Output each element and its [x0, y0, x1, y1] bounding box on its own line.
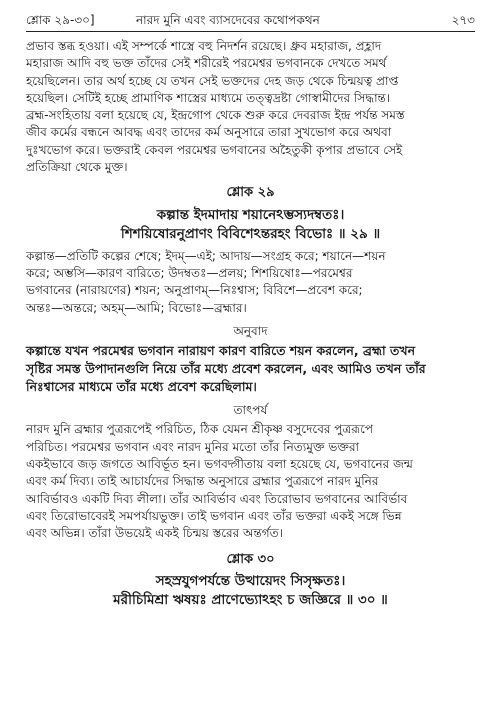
purport-line: এবং অভিন্ন। তাঁরা উভয়েই একই চিন্ময় স্তরের অন্তর্গত। — [26, 526, 283, 541]
translation — [26, 342, 475, 396]
translation-line: সৃষ্টির সমস্ত উপাদানগুলি নিয়ে তাঁর মধ্যে প্রবেশ করলেন, এবং আমিও তখন তাঁর — [26, 361, 426, 377]
purport-line: আবির্ভাবও একটি দিব্য লীলা। তাঁর আবির্ভাব এবং তিরোভাব ভগবানের আবির্ভাব — [26, 491, 408, 506]
text-line: জীব কর্মের বন্ধনে আবদ্ধ এবং তাদের কর্ম অনুসারে তারা সুখভোগ করে অথবা — [26, 125, 392, 140]
sanskrit-verse — [26, 572, 475, 610]
text-line: প্রভাব স্তব্ধ হওয়া। এই সম্পর্কে শাস্ত্রে বহু নিদর্শন রয়েছে। ধ্রুব মহারাজ, প্রহ্লাদ — [26, 39, 382, 53]
verse-heading: শ্লোক ২৯ — [226, 185, 275, 201]
text-line: মহারাজ আদি বহু ভক্ত তাঁদের সেই শরীরেই পরমেশ্বর ভগবানকে দেখতে সমর্থ — [26, 56, 387, 71]
running-header — [26, 12, 475, 30]
text-line: প্রতিক্রিয়া থেকে মুক্ত। — [26, 160, 128, 175]
text-line: হয়েছিলেন। তার অর্থ হচ্ছে যে তখন সেই ভক্তদের দেহ জড় থেকে চিন্ময়ত্ব প্রাপ্ত — [26, 73, 399, 88]
text-line: দুঃখভোগ করে। ভক্তরাই কেবল পরমেশ্বর ভগবানের অহৈতুকী কৃপার প্রভাবে সেই — [26, 142, 403, 157]
page-body — [26, 38, 475, 610]
purport-line: এবং তিরোভাবেরই সমপর্যায়ভুক্ত। তাই ভগবান এবং তাঁর ভক্তরা একই সঙ্গে ভিন্ন — [26, 508, 402, 523]
purport — [26, 421, 475, 542]
verse-line: সহস্রযুগপর্যন্তে উত্থায়েদং সিসৃক্ষতঃ। — [155, 572, 346, 589]
text-line: ব্রহ্ম-সংহিতায় বলা হয়েছে যে, ইন্দ্রগোপ থেকে শুরু করে দেবরাজ ইন্দ্র পর্যন্ত সমস্ত — [26, 108, 405, 123]
verse-line: কল্পান্ত ইদমাদায় শয়ানেঽম্ভস্যদম্বতঃ। — [156, 206, 345, 223]
verse-heading: শ্লোক ৩০ — [226, 551, 275, 567]
intro-paragraph — [26, 38, 475, 176]
purport-line: এবং কর্ম দিব্য। তাই আচার্যদের সিদ্ধান্ত অনুসারে ব্রহ্মার পুত্ররূপে নারদ মুনির — [26, 474, 379, 489]
header-rule — [26, 31, 475, 32]
word-synonyms — [26, 248, 475, 317]
page-number: ২৭৩ — [451, 13, 475, 27]
synonym-line: ভগবানের (নারায়ণের) শয়ন; অনুপ্রাণম্—নিঃশ্বাস; বিবিশে—প্রবেশ করে; — [26, 283, 363, 298]
purport-heading: তাৎপর্য — [233, 403, 268, 418]
verse-line: মরীচিমিশ্রা ঋষয়ঃ প্রাণেভ্যোঽহং চ জজ্ঞিরে ॥ ৩০ ॥ — [113, 591, 388, 608]
translation-line: নিঃশ্বাসের মাধ্যমে তাঁর মধ্যে প্রবেশ করেছিলাম। — [26, 379, 257, 395]
purport-line: একইভাবে জড় জগতে আবির্ভূত হন। ভগবদ্গীতায় বলা হয়েছে যে, ভগবানের জন্ম — [26, 457, 413, 472]
translation-line: কল্পান্তে যখন পরমেশ্বর ভগবান নারায়ণ কারণ বারিতে শয়ন করলেন, ব্রহ্মা তখন — [26, 343, 416, 359]
purport-line: নারদ মুনি ব্রহ্মার পুত্ররূপেই পরিচিত, ঠিক যেমন শ্রীকৃষ্ণ বসুদেবের পুত্ররূপে — [26, 422, 373, 437]
purport-line: পরিচিত। পরমেশ্বর ভগবান এবং নারদ মুনির মতো তাঁর নিত্যমুক্ত ভক্তরা — [26, 439, 360, 454]
synonym-line: কল্পান্ত—প্রতিটি কল্পের শেষে; ইদম্—এই; আদায়—সংগ্রহ করে; শয়ানে—শয়ন — [26, 248, 386, 263]
sanskrit-verse — [26, 206, 475, 244]
synonym-line: করে; অম্ভসি—কারণ বারিতে; উদম্বতঃ—প্রলয়; শিশয়িষোঃ—পরমেশ্বর — [26, 265, 353, 280]
header-verse-range: শ্লোক ২৯-৩০] — [26, 13, 95, 27]
text-line: হয়েছিল। সেটিই হচ্ছে প্রামাণিক শাস্ত্রের মাধ্যমে তত্ত্বদ্রষ্টা গোস্বামীদের সিদ্ধান্ত। — [26, 90, 391, 105]
translation-heading: অনুবাদ — [233, 323, 268, 338]
synonym-line: অন্তঃ—অন্তরে; অহম্—আমি; বিভোঃ—ব্রহ্মার। — [26, 300, 247, 315]
verse-line: শিশয়িষোরনুপ্রাণং বিবিশেঽন্তরহং বিভোঃ ॥ ২৯ ॥ — [120, 225, 381, 242]
header-chapter-title: নারদ মুনি এবং ব্যাসদেবের কথোপকথন — [136, 13, 320, 27]
